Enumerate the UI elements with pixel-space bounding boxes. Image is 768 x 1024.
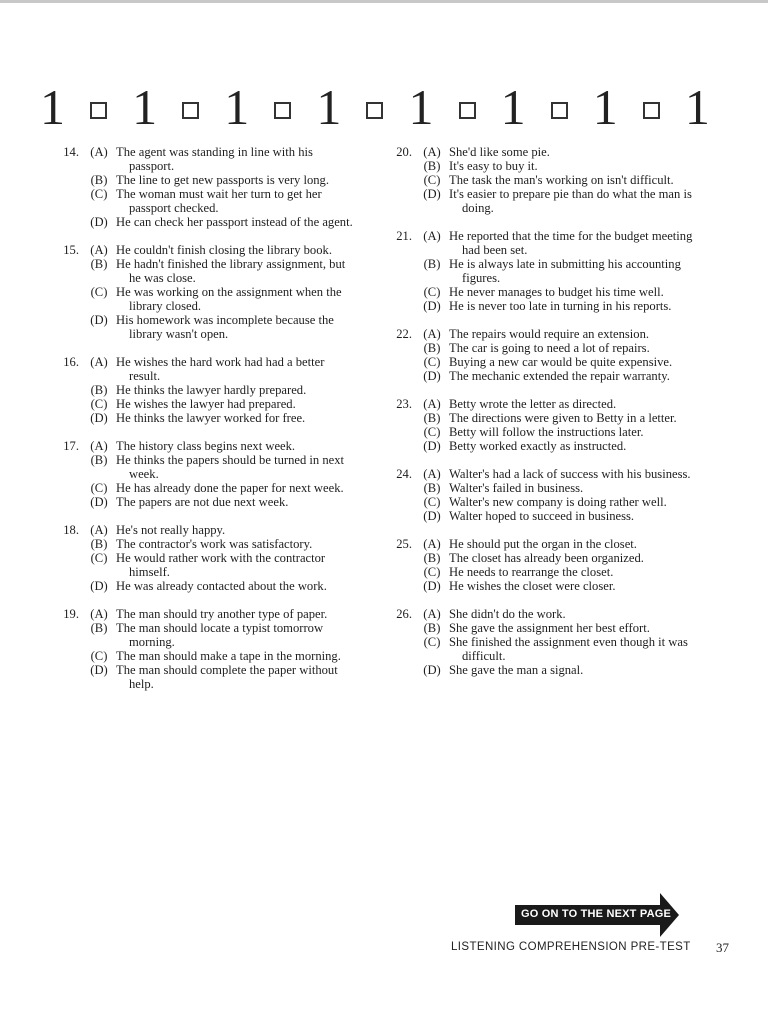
top-rule bbox=[0, 0, 768, 3]
square-box-icon bbox=[551, 102, 568, 119]
answer-option bbox=[51, 145, 356, 173]
option-text: Betty wrote the letter as directed. bbox=[449, 397, 617, 411]
question-number: 18. bbox=[63, 523, 79, 537]
answer-option bbox=[51, 453, 356, 481]
question-number bbox=[51, 285, 82, 313]
next-page-label: GO ON TO THE NEXT PAGE bbox=[520, 908, 672, 920]
question-item bbox=[51, 523, 356, 593]
answer-option bbox=[384, 439, 704, 453]
questions-right-column bbox=[384, 145, 704, 691]
question-number bbox=[51, 313, 82, 341]
question-number bbox=[384, 635, 415, 663]
answer-option bbox=[51, 523, 356, 537]
option-letter: (A) bbox=[90, 355, 108, 369]
option-text: He is always late in submitting his accounting figures. bbox=[449, 257, 681, 285]
option-text: He would rather work with the contractor himself. bbox=[116, 551, 326, 579]
option-text: Walter's had a lack of success with his business. bbox=[449, 467, 691, 481]
answer-option bbox=[51, 481, 356, 495]
question-number bbox=[384, 299, 415, 313]
answer-option bbox=[51, 663, 356, 691]
option-text: His homework was incomplete because the library wasn't open. bbox=[116, 313, 334, 341]
question-item bbox=[51, 145, 356, 229]
option-text: She gave the man a signal. bbox=[449, 663, 584, 677]
question-number: 17. bbox=[63, 439, 79, 453]
question-number: 21. bbox=[396, 229, 412, 243]
question-item bbox=[51, 607, 356, 691]
option-text: He can check her passport instead of the agent. bbox=[116, 215, 353, 229]
question-number bbox=[384, 187, 415, 215]
answer-option bbox=[51, 397, 356, 411]
answer-option bbox=[51, 621, 356, 649]
option-text: The task the man's working on isn't difficult. bbox=[449, 173, 674, 187]
option-text: He hadn't finished the library assignment, but he was close. bbox=[116, 257, 346, 285]
option-text: The agent was standing in line with his passport. bbox=[116, 145, 313, 173]
option-text: The papers are not due next week. bbox=[116, 495, 289, 509]
option-letter: (A) bbox=[423, 327, 441, 341]
option-letter: (B) bbox=[90, 383, 108, 397]
answer-option bbox=[384, 467, 704, 481]
option-letter: (C) bbox=[423, 425, 441, 439]
question-number bbox=[384, 257, 415, 285]
option-text: He thinks the lawyer hardly prepared. bbox=[116, 383, 307, 397]
option-letter: (D) bbox=[423, 579, 441, 593]
questions-left-column bbox=[51, 145, 356, 705]
option-text: The repairs would require an extension. bbox=[449, 327, 650, 341]
answer-option bbox=[384, 621, 704, 635]
option-text: She gave the assignment her best effort. bbox=[449, 621, 650, 635]
question-number bbox=[51, 383, 82, 397]
answer-option bbox=[51, 313, 356, 341]
question-number bbox=[384, 663, 415, 677]
option-text: He thinks the papers should be turned in next week. bbox=[116, 453, 345, 481]
answer-option bbox=[51, 383, 356, 397]
option-letter: (D) bbox=[423, 439, 441, 453]
answer-option bbox=[384, 565, 704, 579]
answer-option bbox=[384, 607, 704, 621]
option-letter: (B) bbox=[90, 257, 108, 271]
option-text: He was working on the assignment when the library closed. bbox=[116, 285, 342, 313]
answer-option bbox=[51, 187, 356, 215]
option-letter: (D) bbox=[90, 579, 108, 593]
question-number bbox=[384, 341, 415, 355]
question-number bbox=[51, 663, 82, 691]
question-number bbox=[384, 551, 415, 565]
option-letter: (C) bbox=[90, 551, 108, 565]
question-number: 26. bbox=[396, 607, 412, 621]
question-number bbox=[51, 537, 82, 551]
question-item bbox=[384, 537, 704, 593]
option-text: The contractor's work was satisfactory. bbox=[116, 537, 313, 551]
option-letter: (A) bbox=[423, 607, 441, 621]
question-number bbox=[384, 369, 415, 383]
question-number: 24. bbox=[396, 467, 412, 481]
section-digit: 1 bbox=[224, 79, 250, 135]
answer-option bbox=[51, 173, 356, 187]
option-text: He thinks the lawyer worked for free. bbox=[116, 411, 306, 425]
answer-option bbox=[51, 355, 356, 383]
answer-option bbox=[384, 355, 704, 369]
answer-option bbox=[384, 411, 704, 425]
answer-option bbox=[51, 439, 356, 453]
question-item bbox=[384, 397, 704, 453]
question-number bbox=[384, 439, 415, 453]
question-number: 14. bbox=[63, 145, 79, 159]
option-letter: (A) bbox=[90, 607, 108, 621]
option-text: The man should complete the paper without help. bbox=[116, 663, 338, 691]
option-letter: (D) bbox=[90, 495, 108, 509]
question-number bbox=[51, 187, 82, 215]
option-letter: (C) bbox=[90, 187, 108, 201]
option-text: She'd like some pie. bbox=[449, 145, 550, 159]
question-number bbox=[51, 481, 82, 495]
answer-option bbox=[384, 425, 704, 439]
option-letter: (B) bbox=[423, 621, 441, 635]
question-number bbox=[384, 565, 415, 579]
option-letter: (C) bbox=[423, 635, 441, 649]
question-item bbox=[384, 327, 704, 383]
option-letter: (B) bbox=[90, 173, 108, 187]
option-letter: (D) bbox=[90, 215, 108, 229]
option-letter: (D) bbox=[90, 663, 108, 677]
question-number bbox=[51, 215, 82, 229]
option-letter: (B) bbox=[90, 537, 108, 551]
answer-option bbox=[51, 243, 356, 257]
answer-option bbox=[384, 509, 704, 523]
option-text: It's easy to buy it. bbox=[449, 159, 538, 173]
question-item bbox=[51, 355, 356, 425]
question-number bbox=[51, 397, 82, 411]
option-letter: (D) bbox=[423, 663, 441, 677]
question-number bbox=[384, 481, 415, 495]
answer-option bbox=[51, 579, 356, 593]
option-text: He never manages to budget his time well. bbox=[449, 285, 664, 299]
option-letter: (D) bbox=[90, 313, 108, 327]
option-letter: (A) bbox=[90, 439, 108, 453]
option-letter: (C) bbox=[90, 397, 108, 411]
option-letter: (C) bbox=[90, 649, 108, 663]
option-text: The history class begins next week. bbox=[116, 439, 296, 453]
option-letter: (A) bbox=[423, 397, 441, 411]
answer-option bbox=[384, 537, 704, 551]
option-text: He reported that the time for the budget meeting had been set. bbox=[449, 229, 693, 257]
section-digit: 1 bbox=[500, 79, 526, 135]
section-digit: 1 bbox=[40, 79, 65, 135]
question-number bbox=[384, 509, 415, 523]
option-letter: (B) bbox=[423, 159, 441, 173]
option-letter: (C) bbox=[423, 285, 441, 299]
square-box-icon bbox=[643, 102, 660, 119]
question-item bbox=[384, 229, 704, 313]
option-text: Buying a new car would be quite expensive. bbox=[449, 355, 673, 369]
square-box-icon bbox=[459, 102, 476, 119]
option-letter: (C) bbox=[423, 565, 441, 579]
section-digit: 1 bbox=[132, 79, 158, 135]
option-text: He couldn't finish closing the library book. bbox=[116, 243, 332, 257]
question-number bbox=[384, 355, 415, 369]
option-letter: (B) bbox=[423, 481, 441, 495]
option-letter: (B) bbox=[423, 551, 441, 565]
answer-option bbox=[384, 551, 704, 565]
answer-option bbox=[384, 663, 704, 677]
question-number: 15. bbox=[63, 243, 79, 257]
answer-option bbox=[384, 369, 704, 383]
answer-option bbox=[384, 341, 704, 355]
option-text: The car is going to need a lot of repairs. bbox=[449, 341, 650, 355]
footer-section-title: LISTENING COMPREHENSION PRE-TEST bbox=[451, 941, 691, 953]
question-item bbox=[384, 145, 704, 215]
option-letter: (B) bbox=[423, 257, 441, 271]
option-letter: (D) bbox=[423, 509, 441, 523]
square-box-icon bbox=[274, 102, 291, 119]
question-number: 25. bbox=[396, 537, 412, 551]
answer-option bbox=[384, 257, 704, 285]
question-number: 16. bbox=[63, 355, 79, 369]
question-number bbox=[51, 551, 82, 579]
question-number bbox=[384, 159, 415, 173]
question-number bbox=[384, 495, 415, 509]
page-number: 37 bbox=[716, 940, 729, 955]
section-digit: 1 bbox=[592, 79, 618, 135]
option-text: She finished the assignment even though it was difficult. bbox=[449, 635, 688, 663]
answer-option bbox=[51, 285, 356, 313]
option-letter: (A) bbox=[423, 467, 441, 481]
option-text: The directions were given to Betty in a letter. bbox=[449, 411, 677, 425]
question-number bbox=[384, 173, 415, 187]
option-text: He's not really happy. bbox=[116, 523, 226, 537]
answer-option bbox=[384, 579, 704, 593]
option-letter: (A) bbox=[90, 145, 108, 159]
question-item bbox=[384, 467, 704, 523]
question-number bbox=[51, 173, 82, 187]
option-text: The woman must wait her turn to get her passport checked. bbox=[116, 187, 322, 215]
option-letter: (D) bbox=[423, 187, 441, 201]
option-text: She didn't do the work. bbox=[449, 607, 566, 621]
option-letter: (B) bbox=[423, 411, 441, 425]
square-box-icon bbox=[366, 102, 383, 119]
option-letter: (C) bbox=[90, 285, 108, 299]
answer-option bbox=[384, 173, 704, 187]
option-letter: (A) bbox=[423, 229, 441, 243]
option-text: He was already contacted about the work. bbox=[116, 579, 327, 593]
option-letter: (B) bbox=[90, 453, 108, 467]
option-letter: (D) bbox=[90, 411, 108, 425]
answer-option bbox=[384, 229, 704, 257]
answer-option bbox=[384, 635, 704, 663]
question-number bbox=[51, 411, 82, 425]
answer-option bbox=[384, 145, 704, 159]
answer-option bbox=[384, 187, 704, 215]
option-letter: (A) bbox=[90, 243, 108, 257]
option-letter: (D) bbox=[423, 369, 441, 383]
answer-option bbox=[51, 411, 356, 425]
question-number bbox=[51, 621, 82, 649]
answer-option bbox=[384, 495, 704, 509]
option-letter: (A) bbox=[423, 145, 441, 159]
option-letter: (C) bbox=[423, 173, 441, 187]
option-text: The line to get new passports is very long. bbox=[116, 173, 330, 187]
section-digit: 1 bbox=[316, 79, 342, 135]
option-text: Betty will follow the instructions later. bbox=[449, 425, 644, 439]
option-letter: (C) bbox=[423, 355, 441, 369]
question-number: 23. bbox=[396, 397, 412, 411]
answer-option bbox=[51, 537, 356, 551]
question-item bbox=[384, 607, 704, 677]
option-text: It's easier to prepare pie than do what the man is doing. bbox=[449, 187, 692, 215]
question-number: 20. bbox=[396, 145, 412, 159]
answer-option bbox=[51, 257, 356, 285]
option-text: Walter's failed in business. bbox=[449, 481, 584, 495]
question-number bbox=[51, 649, 82, 663]
option-letter: (D) bbox=[423, 299, 441, 313]
answer-option bbox=[51, 215, 356, 229]
section-digit: 1 bbox=[408, 79, 434, 135]
section-number-header bbox=[40, 79, 710, 135]
option-letter: (B) bbox=[90, 621, 108, 635]
option-letter: (C) bbox=[423, 495, 441, 509]
option-text: The man should locate a typist tomorrow morning. bbox=[116, 621, 324, 649]
option-text: He wishes the hard work had had a better result. bbox=[116, 355, 325, 383]
question-number: 22. bbox=[396, 327, 412, 341]
question-number: 19. bbox=[63, 607, 79, 621]
next-page-banner bbox=[515, 893, 679, 937]
question-number bbox=[384, 621, 415, 635]
option-text: Walter's new company is doing rather well. bbox=[449, 495, 667, 509]
question-number bbox=[384, 411, 415, 425]
question-item bbox=[51, 243, 356, 341]
answer-option bbox=[384, 397, 704, 411]
question-number bbox=[384, 579, 415, 593]
option-text: The closet has already been organized. bbox=[449, 551, 644, 565]
option-text: Betty worked exactly as instructed. bbox=[449, 439, 627, 453]
option-text: The mechanic extended the repair warranty. bbox=[449, 369, 670, 383]
answer-option bbox=[384, 299, 704, 313]
question-number bbox=[384, 425, 415, 439]
question-number bbox=[51, 495, 82, 509]
question-number bbox=[384, 285, 415, 299]
answer-option bbox=[384, 285, 704, 299]
answer-option bbox=[51, 551, 356, 579]
option-text: He is never too late in turning in his reports. bbox=[449, 299, 672, 313]
option-text: He has already done the paper for next week. bbox=[116, 481, 344, 495]
option-letter: (B) bbox=[423, 341, 441, 355]
answer-option bbox=[51, 495, 356, 509]
option-letter: (A) bbox=[423, 537, 441, 551]
option-text: He needs to rearrange the closet. bbox=[449, 565, 614, 579]
answer-option bbox=[384, 327, 704, 341]
option-text: He wishes the closet were closer. bbox=[449, 579, 616, 593]
question-number bbox=[51, 257, 82, 285]
option-text: He wishes the lawyer had prepared. bbox=[116, 397, 296, 411]
answer-option bbox=[51, 649, 356, 663]
question-item bbox=[51, 439, 356, 509]
section-digit: 1 bbox=[684, 79, 710, 135]
question-number bbox=[51, 453, 82, 481]
answer-option bbox=[51, 607, 356, 621]
option-text: The man should make a tape in the morning. bbox=[116, 649, 341, 663]
option-letter: (C) bbox=[90, 481, 108, 495]
option-text: He should put the organ in the closet. bbox=[449, 537, 637, 551]
square-box-icon bbox=[90, 102, 107, 119]
square-box-icon bbox=[182, 102, 199, 119]
question-number bbox=[51, 579, 82, 593]
answer-option bbox=[384, 159, 704, 173]
option-text: Walter hoped to succeed in business. bbox=[449, 509, 635, 523]
option-text: The man should try another type of paper. bbox=[116, 607, 328, 621]
option-letter: (A) bbox=[90, 523, 108, 537]
answer-option bbox=[384, 481, 704, 495]
